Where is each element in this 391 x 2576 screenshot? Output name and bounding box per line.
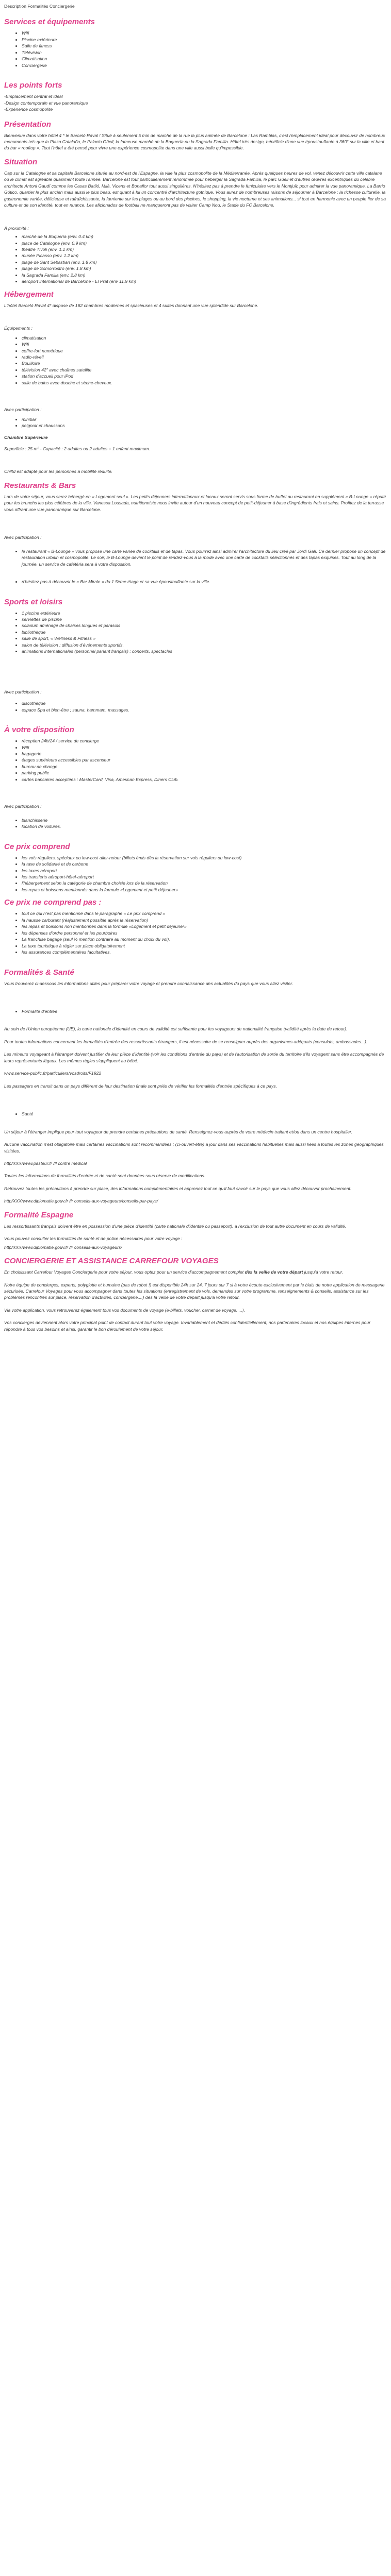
list-item: • plage de Somorrostro (env. 1.8 km) [22, 265, 387, 272]
disposition-title: À votre disposition [4, 725, 74, 735]
child-text: Chiltd est adapté pour les personnes à mobilité réduite. [4, 469, 113, 474]
restaurants-section [4, 481, 387, 585]
formalite-espagne-title: Formalité Espagne [4, 1210, 74, 1219]
disposition-section [4, 725, 387, 830]
conciergerie-p3: Via votre application, vous retrouverez également tous vos documents de voyage (e-billets, voucher, carnet de voyage, ...). [4, 1307, 246, 1313]
conciergerie-p1-c: jusqu'à votre retour. [303, 1269, 344, 1275]
comprend-section [4, 842, 387, 893]
list-item: • les vols réguliers, spéciaux ou low-cost aller-retour (billets émis dès la réservation sur vols réguliers ou low-cost) [22, 855, 387, 861]
conciergerie-p1-strong: dès la veille de votre départ [245, 1269, 303, 1275]
proximite-list [4, 233, 387, 285]
list-item: • station d'accueil pour iPod [22, 373, 387, 379]
list-item: • salle de sport, « Wellness & Fitness » [22, 635, 387, 641]
equipements-list [4, 335, 387, 386]
formalites-p6: Un séjour à l'étranger implique pour tout voyageur de prendre certaines précautions de santé. Renseignez-vous auprès de votre médecin traitant et/ou dans un centre hospitalier. [4, 1129, 352, 1134]
list-item: • climatisation [22, 335, 387, 341]
list-item: • coffre-fort numérique [22, 348, 387, 354]
formalites-p3: Les mineurs voyageant à l'étranger doivent justifier de leur pièce d'identité (voir les conditions d'entrée du pays) et de l'autorisation de sortie du territoire s'ils voyagent sans être accompagnés de leurs représentants légaux. Les mêmes règles s'appliquent au bébé. [4, 1052, 384, 1063]
breadcrumb: Description Formalités Conciergerie [4, 4, 75, 9]
points-forts-line: -Expérience cosmopolite [4, 107, 53, 112]
comprend-title: Ce prix comprend [4, 842, 70, 851]
list-item: • l'hébergement selon la catégorie de chambre choisie lors de la réservation [22, 880, 387, 886]
list-item: • les dépenses d'ordre personnel et les pourboires [22, 930, 387, 936]
list-item: • le restaurant « B-Lounge » vous propose une carte variée de cocktails et de tapas. Vous pourrez ainsi admirer l'architecture du lieu créé par Jordi Galí. Ce dernier propose un concept de restauration urbain et cosmopolite. Le soir, le B-Lounge devient le point de rendez-vous à la mode avec une carte de cocktails sélectionnés et des tapas exquises. Tout au long de la journée, un service de cafétéria sera à votre disposition. [22, 548, 387, 567]
restaurants-list [4, 548, 387, 585]
formalites-link[interactable] [4, 1198, 387, 1204]
list-item: • les repas et boissons non mentionnés dans la formule «Logement et petit déjeuner» [22, 923, 387, 929]
sports-avec-label: Avec participation : [4, 689, 42, 694]
hebergement-text: L'hôtel Barceló Raval 4* dispose de 182 chambres modernes et spacieuses et 4 suites donnant une vue splendide sur Barcelone. [4, 302, 258, 308]
list-item: • Télévision [22, 49, 387, 56]
list-item: • théâtre Tivoli (env. 1.1 km) [22, 246, 387, 252]
equipements-label: Équipements : [4, 326, 32, 331]
list-item: • Wifi [22, 30, 387, 36]
formalites-p2: Pour toutes informations concernant les formalités d'entrée des ressortissants étrangers, il est nécessaire de se renseigner auprès des organismes adéquats (consulats, ambassades...). [4, 1039, 368, 1044]
list-item: • étages supérieurs accessibles par ascenseur [22, 757, 387, 763]
formalites-p10: Retrouvez toutes les précautions à prendre sur place, des informations complémentaires et apprenez tout ce qu'il faut savoir sur le pays que vous allez découvrir prochainement. [4, 1185, 352, 1191]
list-item: • espace Spa et bien-être ; sauna, hammam, massages. [22, 707, 387, 713]
hebergement-section [4, 290, 387, 475]
formalites-list [4, 1008, 387, 1014]
disposition-avec-label: Avec participation : [4, 804, 42, 809]
conciergerie-p1 [4, 1269, 387, 1275]
sports-list [4, 610, 387, 655]
list-item: • animations internationales (personnel parlant français) ; concerts, spectacles [22, 648, 387, 654]
list-item: • n'hésitez pas à découvrir le « Bar Mirale » du 1 5ème étage et sa vue époustouflante sur la ville. [22, 579, 387, 585]
conciergerie-p1-a: En choisissant Carrefour Voyages Conciergerie pour votre séjour, vous optez pour un service d'accompagnement complet [4, 1269, 245, 1275]
restaurants-title: Restaurants & Bars [4, 481, 76, 490]
list-item: • 1 piscine extérieure [22, 610, 387, 616]
list-item: • les transferts aéroport-hôtel-aéroport [22, 874, 387, 880]
presentation-title: Présentation [4, 120, 51, 129]
list-item: • la Sagrada Familia (env. 2.8 km) [22, 272, 387, 278]
list-item: • les assurances complémentaires facultatives. [22, 949, 387, 955]
formalite-espagne-p1: Les ressortissants français doivent être en possession d'une pièce d'identité (carte nationale d'identité ou passeport), à l'exclusion de tout autre document en cours de validité. [4, 1223, 346, 1229]
sports-avec-list [4, 700, 387, 713]
conciergerie-title: CONCIERGERIE ET ASSISTANCE CARREFOUR VOYAGES [4, 1257, 219, 1266]
pasteur-link[interactable]: http/XXX/www.pasteur.fr /Il contre médical [4, 1160, 87, 1166]
restaurants-avec-label: Avec participation : [4, 535, 42, 540]
list-item: • les repas et boissons mentionnés dans la formule «Logement et petit déjeuner» [22, 887, 387, 893]
room-title: Chambre Supérieure [4, 434, 48, 440]
situation-title: Situation [4, 157, 38, 166]
list-item: • Wifi [22, 744, 387, 751]
list-item: • Formalité d'entrée [22, 1008, 387, 1014]
list-item: • bagagerie [22, 751, 387, 757]
list-item: • place de Catalogne (env. 0.9 km) [22, 240, 387, 246]
points-forts-section [4, 81, 387, 112]
list-item: • solarium aménagé de chaises longues et parasols [22, 622, 387, 629]
proximite-section [4, 225, 387, 285]
sports-title: Sports et loisirs [4, 597, 63, 606]
diplomatie-link[interactable]: http/XXX/www.diplomatie.gouv.fr /lr conseils-aux-voyageurs/conseils-par-pays/ [4, 1198, 158, 1204]
list-item: • salon de télévision ; diffusion d'événements sportifs, [22, 642, 387, 648]
list-item: • La franchise bagage (seul ½ mention contraire au moment du choix du vol). [22, 936, 387, 942]
formalite-espagne-section [4, 1211, 387, 1250]
list-item: • la hausse carburant (réajustement possible après la réservation) [22, 917, 387, 923]
formalites-p7: Aucune vaccination n'est obligatoire mais certaines vaccinations sont recommandées ; (ci-ouvert-être) à jour dans ses vaccinations habituelles mais aussi liées à toutes les zones géographiques visitées. [4, 1142, 384, 1154]
formalites-intro: Vous trouverez ci-dessous les informations utiles pour préparer votre voyage et prendre connaissance des actualités du pays que vous allez visiter. [4, 980, 294, 986]
hebergement-title: Hébergement [4, 290, 54, 299]
formalites-title: Formalités & Santé [4, 968, 74, 977]
services-title: Services et équipements [4, 18, 95, 27]
avec-participation-label: Avec participation : [4, 407, 42, 413]
conciergerie-p2: Notre équipe de concierges, experts, polyglotte et humaine (pas de robot !) est disponible 24h sur 24, 7 jours sur 7 si à votre écoute exclusivement par le biais de notre application de messagerie sécurisée, Carrefour Voyages pour vous accompagner dans toutes les situations (enregistrement de vols, demandes sur votre programme, renseignements & conseils, assistance sur les problèmes rencontrés sur place, réservation d'activités, conciergerie,...) dès la veille de votre départ jusqu'à votre retour. [4, 1282, 385, 1300]
services-list [4, 30, 387, 69]
formalite-espagne-p2: Vous pouvez consulter les formalités de santé et de police nécessaires pour votre voyage : [4, 1236, 183, 1242]
list-item: • radio-réveil [22, 354, 387, 360]
list-item: • Piscine extérieure [22, 37, 387, 43]
comprend-list [4, 855, 387, 893]
ne-comprend-section [4, 898, 387, 955]
list-item: • Climatisation [22, 56, 387, 62]
diplomatie-espagne-link[interactable]: http/XXX/www.diplomatie.gouv.fr /lr conseils-aux-voyageurs/ [4, 1244, 122, 1250]
proximite-label: À proximité : [4, 225, 29, 231]
conciergerie-p4: Vos concierges deviennent alors votre principal point de contact durant tout votre voyage. Invariablement et dédiés confidentiellement, nos partenaires locaux et nos équipes internes pour répondre à tous vos besoins et ainsi, garantir le bon déroulement de votre séjour. [4, 1320, 371, 1332]
ne-comprend-list [4, 910, 387, 955]
formalites-link[interactable] [4, 1160, 387, 1166]
list-item: • serviettes de piscine [22, 616, 387, 622]
room-text: Superficie : 25 m² - Capacité : 2 adultes ou 2 adultes + 1 enfant maximum. [4, 446, 151, 452]
formalites-link[interactable] [4, 1070, 387, 1076]
list-item: • la taxe de solidarité et de carbone [22, 861, 387, 867]
list-item: • Wifi [22, 341, 387, 347]
list-item: • plage de Sant Sebastian (env. 1.8 km) [22, 259, 387, 265]
conciergerie-section [4, 1257, 387, 1332]
list-item: • musée Picasso (env. 1.2 km) [22, 252, 387, 259]
list-item: • discothèque [22, 700, 387, 706]
disposition-avec-list [4, 817, 387, 830]
formalites-p1: Au sein de l'Union européenne (UE), la carte nationale d'identité en cours de validité est suffisante pour les voyageurs de nationalité française (validité après la date de retour). [4, 1026, 348, 1032]
formalite-espagne-link[interactable] [4, 1244, 387, 1250]
list-item: • Conciergerie [22, 62, 387, 69]
list-item: • cartes bancaires acceptées : MasterCard, Visa, American Express, Diners Club. [22, 776, 387, 783]
ne-comprend-title: Ce prix ne comprend pas : [4, 898, 102, 907]
list-item: • réception 24h/24 / service de concierge [22, 738, 387, 744]
list-item: • Santé [22, 1111, 387, 1117]
formalites-p9: Toutes les informations de formalités d'entrée et de santé sont données sous réserve de modifications. [4, 1173, 206, 1179]
presentation-section [4, 120, 387, 151]
service-public-link[interactable]: www.service-public.fr/particuliers/vosdroits/F1922 [4, 1071, 102, 1076]
list-item: • télévision 42" avec chaînes satellite [22, 367, 387, 373]
list-item: • salle de bains avec douche et sèche-cheveux. [22, 380, 387, 386]
situation-section [4, 158, 387, 209]
list-item: • minibar [22, 416, 387, 422]
points-forts-line: -Emplacement central et idéal [4, 94, 63, 99]
situation-text: Cap sur la Catalogne et sa capitale Barcelone située au nord-est de l'Espagne, la ville la plus cosmopolite de la Méditerranée. Après quelques heures de vol, venez découvrir cette ville catalane où le climat est agréable quasiment toute l'année. Barcelone est tout particulièrement renommée pour héberger la Sagrada Familia, le parc Güell et d'autres œuvres excentriques du célèbre architecte Antoni Gaudí comme les Casas Batlló, Milà, Vicens et Bonaflor tout aussi singulières. N'hésitez pas à prendre le funiculaire vers le Montjuïc pour admirer la vue panoramique. La Barrio Gótico, quartier le plus ancien mais aussi le plus beau, est quant à lui un concentré d'architecture gothique. Vous aurez de nombreuses raisons de séjourner à Barcelone : la richesse culturelle, la gastronomie variée, délicieuse et rafraîchissante, la farniente sur les plages ou au bord des piscines, le shopping, la vie nocturne et ses animations... si tout en harmonie avec un peuple fier de sa culture et de son identité, tout en nuance. Les aficionados de football ne manqueront pas de visiter Camp Nou, le Stade du FC Barcelone. [4, 170, 386, 208]
list-item: • Bouilloire [22, 360, 387, 366]
list-item: • les taxes aéroport [22, 868, 387, 874]
sports-section [4, 598, 387, 714]
list-item: • La taxe touristique à régler sur place obligatoirement [22, 943, 387, 949]
list-item: • Salle de fitness [22, 43, 387, 49]
avec-participation-list [4, 416, 387, 429]
points-forts-title: Les points forts [4, 81, 62, 90]
formalites-p5: Les passagers en transit dans un pays différent de leur destination finale sont priés de vérifier les formalités d'entrée spécifiques à ce pays. [4, 1083, 278, 1089]
presentation-text: Bienvenue dans votre hôtel 4 * le Barceló Raval ! Situé à seulement 5 min de marche de la rue la plus animée de Barcelone : Las Ramblas, c'est l'emplacement idéal pour découvrir de nombreux monuments tels que la Plaza Cataluña, le Palacio Güell, la fameuse marché de la Boquería ou la Sagrada Familia. Hôtel très design, bénéficie d'une vue époustouflante à 360° sur la ville et haut du bar « rooftop ». Tout l'hôtel a été pensé pour vivre une expérience cosmopolite dans une ville aussi belle qu'impossible. [4, 132, 385, 151]
list-item: • bureau de change [22, 764, 387, 770]
sante-list [4, 1111, 387, 1117]
points-forts-line: -Design contemporain et vue panoramique [4, 100, 88, 106]
disposition-list [4, 738, 387, 783]
list-item: • location de voitures. [22, 823, 387, 829]
restaurants-text: Lors de votre séjour, vous serez hébergé en « Logement seul ». Les petits déjeuners internationaux et locaux seront servis sous forme de buffet au restaurant en supplément « B-Lounge » réputé pour les brunchs les plus célèbres de la ville. Vanessa Lousada, nutritionniste nous invite autour d'un nouveau concept de petit-déjeuner à base d'ingrédients frais et sains. Profitez de la terrasse vous offrant une vue panoramique sur Barcelone. [4, 494, 386, 512]
services-section [4, 18, 387, 69]
list-item: • marché de la Boquería (env. 0.4 km) [22, 233, 387, 240]
formalites-section [4, 968, 387, 1205]
list-item: • parking public [22, 770, 387, 776]
list-item: • peignoir et chaussons [22, 422, 387, 429]
list-item: • bibliothèque [22, 629, 387, 635]
list-item: • tout ce qui n'est pas mentionné dans le paragraphe « Le prix comprend » [22, 910, 387, 917]
list-item: • aéroport international de Barcelone - El Prat (env 11.9 km) [22, 278, 387, 284]
list-item: • blanchisserie [22, 817, 387, 823]
